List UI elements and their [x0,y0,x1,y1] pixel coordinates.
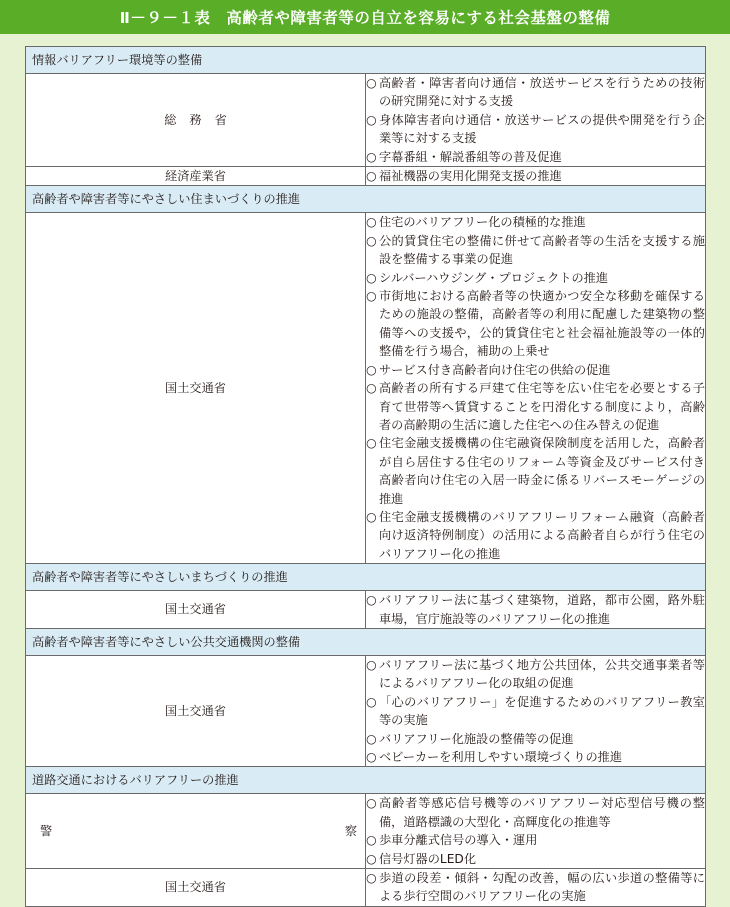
measure-item [366,831,705,849]
circle-bullet-icon: ○ [366,362,377,377]
measure-text: 歩車分離式信号の導入・運用 [379,833,538,848]
table-panel [0,34,730,904]
ministry-name: 国土交通省 [165,703,226,718]
measure-text: シルバーハウジング・プロジェクトの推進 [379,270,609,285]
measure-text: 住宅金融支援機構の住宅融資保険制度を活用した，高齢者が自ら居住する住宅のリフォーム等資金及びサービス付き高齢者向け住宅の入居一時金に係るリバースモーゲージの推進 [379,436,705,506]
table-row [26,869,706,907]
measures-cell [366,167,706,186]
measure-item [366,730,705,748]
measure-item [366,232,705,269]
circle-bullet-icon: ○ [366,169,377,184]
circle-bullet-icon: ○ [366,871,377,886]
circle-bullet-icon: ○ [366,289,377,304]
policy-table-body [26,47,706,907]
measure-text: 歩道の段差・傾斜・勾配の改善，幅の広い歩道の整備等による歩行空間のバリアフリー化の実施 [379,871,705,904]
measure-text: バリアフリー法に基づく建築物，道路，都市公園，路外駐車場，官庁施設等のバリアフリー化の推進 [379,593,705,626]
circle-bullet-icon: ○ [366,509,377,524]
measure-text: 住宅金融支援機構のバリアフリーリフォーム融資（高齢者向け返済特例制度）の活用による高齢者自らが行う住宅のバリアフリー化の推進 [379,509,705,561]
ministry-name: 警 察 [40,824,357,839]
table-row [26,167,706,186]
measure-text: ベビーカーを利用しやすい環境づくりの推進 [379,750,623,764]
section-heading: 高齢者や障害者等にやさしいまちづくりの推進 [26,564,706,591]
circle-bullet-icon: ○ [366,750,377,764]
section-heading: 高齢者や障害者等にやさしい公共交通機関の整備 [26,628,706,655]
measure-item [366,213,705,231]
measure-text: 高齢者等感応信号機等のバリアフリー対応型信号機の整備，道路標識の大型化・高輝度化の推進等 [379,796,705,829]
ministry-cell [26,655,366,766]
ministry-name: 国土交通省 [165,880,226,895]
circle-bullet-icon: ○ [366,436,377,451]
circle-bullet-icon: ○ [366,76,377,90]
circle-bullet-icon: ○ [366,381,377,396]
section-heading: 道路交通におけるバリアフリーの推進 [26,767,706,794]
ministry-cell [26,74,366,167]
measure-text: バリアフリー法に基づく地方公共団体，公共交通事業者等によるバリアフリー化の取組の促進 [379,657,705,691]
measure-item [366,656,705,693]
measure-item [366,434,705,508]
measures-cell [366,655,706,766]
measure-item [366,508,705,563]
section-heading: 情報バリアフリー環境等の整備 [26,47,706,74]
circle-bullet-icon: ○ [366,657,377,672]
ministry-cell [26,869,366,907]
circle-bullet-icon: ○ [366,112,377,127]
measure-text: 公的賃貸住宅の整備に併せて高齢者等の生活を支援する施設を整備する事業の促進 [379,233,705,267]
circle-bullet-icon: ○ [366,731,377,746]
measure-item [366,287,705,361]
table-row [26,794,706,869]
table-row [26,655,706,766]
section-header-row [26,564,706,591]
measure-item [366,167,705,185]
measure-item [366,379,705,434]
measure-item [366,869,705,906]
circle-bullet-icon: ○ [366,796,377,811]
section-header-row [26,628,706,655]
ministry-name: 国土交通省 [165,602,226,617]
measure-item [366,361,705,379]
measure-text: 字幕番組・解説番組等の普及促進 [379,149,562,164]
measures-cell [366,74,706,167]
measures-cell [366,213,706,564]
circle-bullet-icon: ○ [366,833,377,848]
circle-bullet-icon: ○ [366,215,377,230]
measure-text: 「心のバリアフリー」を促進するためのバリアフリー教室等の実施 [379,694,705,728]
ministry-cell [26,167,366,186]
measures-cell [366,591,706,629]
section-header-row [26,767,706,794]
measure-text: 高齢者・障害者向け通信・放送サービスを行うための技術の研究開発に対する支援 [379,76,705,109]
ministry-cell [26,213,366,564]
table-row [26,213,706,564]
measure-text: 福祉機器の実用化開発支援の推進 [379,169,562,184]
measure-text: サービス付き高齢者向け住宅の供給の促進 [379,362,611,377]
measure-text: 信号灯器のLED化 [379,851,477,866]
section-heading: 高齢者や障害者等にやさしい住まいづくりの推進 [26,186,706,213]
ministry-name: 総務省 [164,112,240,127]
ministry-cell [26,591,366,629]
section-header-row [26,47,706,74]
measure-text: 住宅のバリアフリー化の積極的な推進 [379,215,586,230]
measure-text: 身体障害者向け通信・放送サービスの提供や開発を行う企業等に対する支援 [379,112,705,146]
measure-text: 市街地における高齢者等の快適かつ安全な移動を確保するための施設の整備，高齢者等の利用に配慮した建築物の整備等への支援や，公的賃貸住宅と社会福祉施設等の一体的整備を行う場合，補助の上乗せ [379,289,705,359]
measures-cell [366,869,706,907]
ministry-cell [26,794,366,869]
measure-item [366,74,705,111]
measure-item [366,794,705,831]
measure-item [366,693,705,730]
table-row [26,591,706,629]
policy-table [25,46,706,907]
table-row [26,74,706,167]
measure-item [366,269,705,287]
measure-item [366,111,705,148]
section-header-row [26,186,706,213]
circle-bullet-icon: ○ [366,851,377,866]
circle-bullet-icon: ○ [366,270,377,285]
ministry-name: 国土交通省 [165,381,226,396]
measure-item [366,850,705,868]
table-title: Ⅱ－９－１表 高齢者や障害者等の自立を容易にする社会基盤の整備 [0,0,730,34]
measure-item [366,148,705,166]
ministry-name: 経済産業省 [165,169,226,184]
measure-text: 高齢者の所有する戸建て住宅等を広い住宅を必要とする子育て世帯等へ賃貸することを円滑化する制度により，高齢者の高齢期の生活に適した住宅への住み替えの促進 [379,381,705,432]
measure-item [366,748,705,766]
measure-item [366,591,705,628]
circle-bullet-icon: ○ [366,694,377,709]
measure-text: バリアフリー化施設の整備等の促進 [379,731,574,746]
circle-bullet-icon: ○ [366,593,377,608]
circle-bullet-icon: ○ [366,233,377,248]
circle-bullet-icon: ○ [366,149,377,164]
measures-cell [366,794,706,869]
